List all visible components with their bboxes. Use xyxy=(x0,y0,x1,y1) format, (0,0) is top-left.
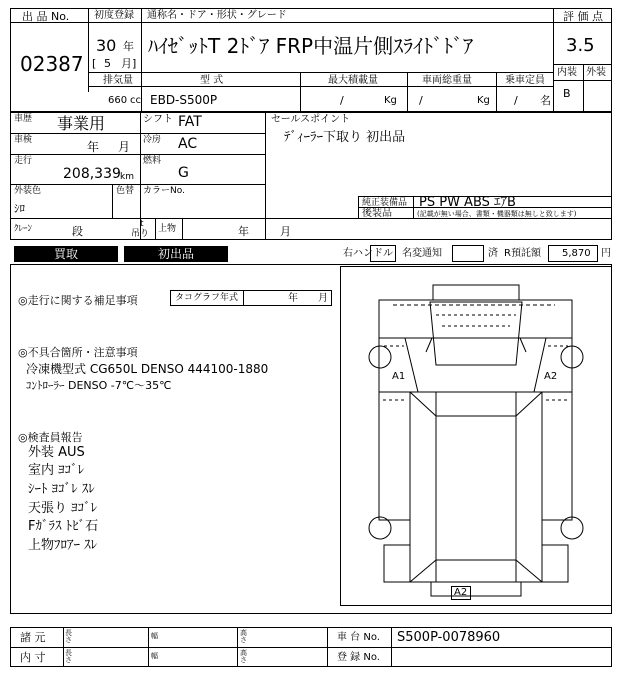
mileage-value: 208,339 xyxy=(63,166,121,182)
color-code-label: カラーNo. xyxy=(143,186,185,196)
history-value: 事業用 xyxy=(57,114,106,133)
exterior-grade-label: 外装 xyxy=(586,67,606,78)
inspector-report-title: ◎検査員報告 xyxy=(18,431,83,444)
sales-point-value: ﾃﾞｨｰﾗｰ下取り 初出品 xyxy=(284,130,406,145)
inner-length-label: 長さ xyxy=(65,649,72,664)
spec-length-label: 長さ xyxy=(65,629,72,644)
chassis-number-label: 車 台 No. xyxy=(337,632,380,643)
tachograph-month: 月 xyxy=(318,293,328,304)
ac-value: AC xyxy=(178,136,198,152)
aftermarket-label: 後装品 xyxy=(362,208,392,219)
lot-number: 02387 xyxy=(20,52,84,76)
max-load-separator: / xyxy=(340,94,344,107)
driving-notes-title: ◎走行に関する補足事項 xyxy=(18,294,138,307)
displacement: 660 xyxy=(108,95,128,106)
crane-lift: 吊り xyxy=(131,229,150,239)
vehicle-name: ﾊｲｾﾞｯﾄT 2ﾄﾞｱ FRP中温片側ｽﾗｲﾄﾞﾄﾞｱ xyxy=(148,34,474,58)
vehicle-diagram-frame xyxy=(340,266,612,606)
mileage-label: 走行 xyxy=(14,156,33,166)
upper-body-month: 月 xyxy=(280,225,291,238)
tachograph-year: 年 xyxy=(288,293,298,304)
defect-line-2: ｺﾝﾄﾛｰﾗｰ DENSO -7℃～35℃ xyxy=(26,379,172,392)
rh-drive-label: 右ハンドル xyxy=(343,248,393,259)
overall-grade: 3.5 xyxy=(566,35,595,56)
chassis-number: S500P-0078960 xyxy=(397,630,501,645)
interior-grade: B xyxy=(563,87,571,100)
model-code-label: 型 式 xyxy=(200,75,224,86)
fuel-value: G xyxy=(178,165,189,181)
reg-month: 5 xyxy=(104,57,111,70)
damage-mark-a1: A1 xyxy=(392,371,406,382)
inner-height-label: 高さ xyxy=(240,649,247,664)
inner-width-label: 幅 xyxy=(151,652,158,660)
fuel-label: 燃料 xyxy=(143,156,162,166)
reg-month-open: [ xyxy=(92,57,97,70)
exterior-color-value: ｼﾛ xyxy=(14,202,25,215)
crane-label: ｸﾚｰﾝ xyxy=(14,224,33,234)
settled-label: 済 xyxy=(488,248,498,259)
capacity-separator: / xyxy=(514,94,518,107)
defect-line-1: 冷凍機型式 CG650L DENSO 444100-1880 xyxy=(26,362,269,376)
aftermarket-note: (記載が無い場合、書類・機器類は無しと致します) xyxy=(417,210,577,218)
upper-body-year: 年 xyxy=(238,225,249,238)
upper-body-label: 上物 xyxy=(158,224,177,234)
displacement-label: 排気量 xyxy=(103,75,133,86)
model-name-label: 通称名・ドア・形状・グレード xyxy=(147,10,287,21)
report-line-2: 室内 ﾖｺﾞﾚ xyxy=(28,463,85,478)
shift-label: シフト xyxy=(143,114,173,125)
inspection-label: 車検 xyxy=(14,135,33,145)
inspection-month: 月 xyxy=(118,140,131,154)
tachograph-label: タコグラフ年式 xyxy=(175,293,239,303)
crane-tons: t xyxy=(140,219,144,229)
max-load-unit: Kg xyxy=(384,95,397,106)
header-frame xyxy=(10,8,612,112)
max-load-label: 最大積載量 xyxy=(328,75,378,86)
first-registration-label: 初度登録 xyxy=(94,10,134,21)
report-line-3: ｼｰﾄ ﾖｺﾞﾚ ｽﾚ xyxy=(28,482,95,497)
options-label: 純正装備品 xyxy=(362,198,408,208)
mileage-unit: km xyxy=(120,172,134,182)
buy-badge: 買取 xyxy=(14,246,118,262)
specs-label: 諸 元 xyxy=(20,631,46,644)
report-line-4: 天張り ﾖｺﾞﾚ xyxy=(28,501,98,516)
damage-mark-a2-right: A2 xyxy=(544,371,558,382)
deposit-value: 5,870 xyxy=(562,248,591,259)
color-change-label: 色替 xyxy=(116,186,135,196)
inner-dimensions-label: 内 寸 xyxy=(20,651,46,664)
damage-mark-a2-bottom: A2 xyxy=(454,587,468,598)
report-line-6: 上物ﾌﾛｱｰ ｽﾚ xyxy=(28,538,98,553)
name-change-box xyxy=(452,245,484,262)
sales-point-label: セールスポイント xyxy=(271,114,351,125)
shift-value: FAT xyxy=(178,114,202,130)
gross-weight-unit: Kg xyxy=(477,95,490,106)
spec-height-label: 高さ xyxy=(240,629,247,644)
model-code: EBD-S500P xyxy=(150,93,218,107)
options-value: PS PW ABS ｴｱB xyxy=(419,195,516,210)
defects-title: ◎不具合箇所・注意事項 xyxy=(18,346,138,359)
capacity-unit: 名 xyxy=(540,94,551,107)
reg-year-unit: 年 xyxy=(123,40,134,53)
capacity-label: 乗車定員 xyxy=(505,75,545,86)
name-change-label: 名変通知 xyxy=(402,248,442,259)
registration-number-label: 登 録 No. xyxy=(337,652,380,663)
lot-number-label: 出 品 No. xyxy=(22,10,70,23)
report-line-1: 外装 AUS xyxy=(28,445,85,460)
exterior-color-label: 外装色 xyxy=(14,186,42,196)
inspection-year: 年 xyxy=(87,140,100,154)
displacement-unit: cc xyxy=(130,95,141,106)
deposit-unit: 円 xyxy=(601,248,611,259)
deposit-label: R預託額 xyxy=(504,248,541,259)
reg-year: 30 xyxy=(96,36,117,55)
gross-weight-label: 車両総重量 xyxy=(422,75,472,86)
grade-label: 評 価 点 xyxy=(563,10,603,23)
first-listing-badge: 初出品 xyxy=(124,246,228,262)
crane-stages: 段 xyxy=(72,225,83,238)
reg-month-unit: 月] xyxy=(121,57,137,70)
spec-width-label: 幅 xyxy=(151,632,158,640)
history-label: 車歴 xyxy=(14,114,33,124)
gross-weight-separator: / xyxy=(419,94,423,107)
report-line-5: Fｶﾞﾗｽ ﾄﾋﾞ石 xyxy=(28,519,99,534)
interior-grade-label: 内装 xyxy=(557,67,577,78)
ac-label: 冷房 xyxy=(143,135,162,145)
